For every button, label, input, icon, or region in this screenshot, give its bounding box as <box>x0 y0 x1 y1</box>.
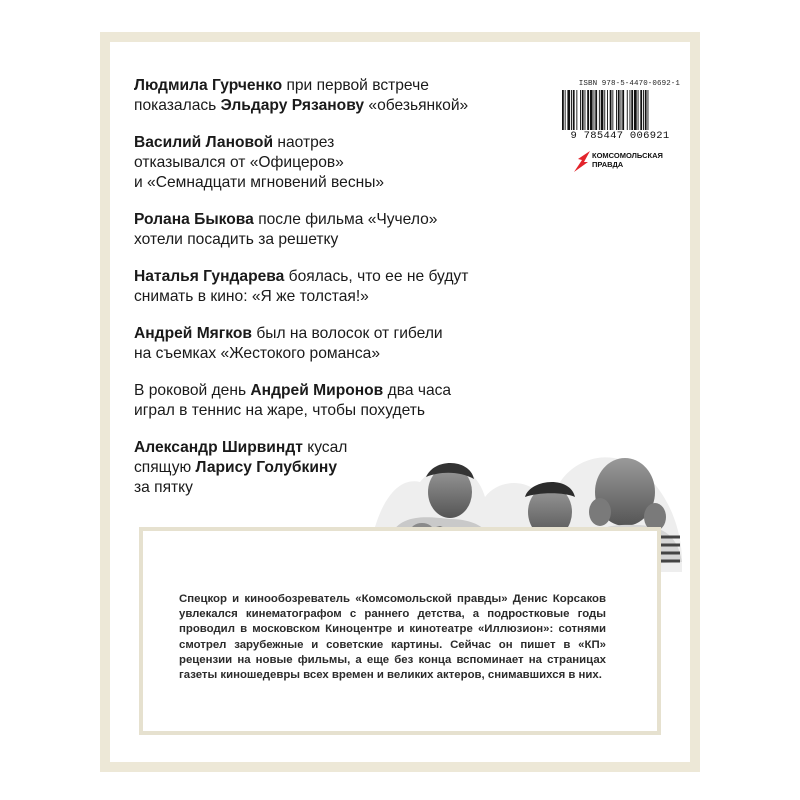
author-bio-frame <box>139 527 661 735</box>
fact-text: два часа играл в теннис на жаре, чтобы похудеть <box>134 382 452 419</box>
barcode-bar <box>640 90 642 130</box>
barcode-bar <box>582 90 584 130</box>
barcode-bar <box>612 90 613 130</box>
barcode-bar <box>638 90 639 130</box>
fact-name: Андрей Мягков <box>134 325 252 342</box>
fact-item <box>134 210 514 250</box>
fact-text: кусал спящую <box>134 439 348 476</box>
barcode-bar <box>622 90 624 130</box>
barcode-bar <box>573 90 575 130</box>
fact-name: Людмила Гурченко <box>134 77 283 94</box>
barcode-bar <box>630 90 631 130</box>
barcode-bar <box>616 90 617 130</box>
isbn-barcode <box>560 80 680 144</box>
barcode-bar <box>643 90 644 130</box>
barcode-bar <box>565 90 566 130</box>
kp-star-icon <box>572 148 592 174</box>
barcode-bar <box>618 90 620 130</box>
barcode-bar <box>599 90 600 130</box>
cover-inner-panel <box>110 42 690 762</box>
fact-text: наотрез отказывался от «Офицеров» и «Семнадцати мгновений весны» <box>134 134 385 191</box>
fact-name: Ролана Быкова <box>134 211 254 228</box>
fact-text: при первой встрече показалась <box>134 77 429 114</box>
fact-name: Андрей Миронов <box>250 382 384 399</box>
barcode-bar <box>571 90 572 130</box>
fact-item <box>134 133 514 193</box>
author-bio: Спецкор и кинообозреватель «Комсомольской правды» Денис Корсаков увлекался кинематографом с раннего детства, а подростковые годы проводил в московском Киноцентре и кинотеатре «Иллюзион»: сотнями смотрел зарубежные и советские картины. Сейчас он пишет в «КП» рецензии на новые фильмы, а еще без конца вспоминает на страницах газеты киношедевры всех времен и великих актеров, снимавшихся в них. <box>179 593 606 682</box>
barcode-bar <box>580 90 581 130</box>
publisher-logo <box>572 148 682 174</box>
barcode-bar <box>604 90 605 130</box>
barcode-bar <box>576 90 577 130</box>
book-back-cover <box>100 32 700 772</box>
barcode-bar <box>621 90 622 130</box>
barcode-bar <box>590 90 593 130</box>
fact-name: Василий Лановой <box>134 134 274 151</box>
fact-name: Эльдару Рязанову <box>220 97 365 114</box>
fact-text: был на волосок от гибели на съемках «Жестокого романса» <box>134 325 443 362</box>
fact-text: «обезьянкой» <box>364 97 469 114</box>
barcode-bar <box>645 90 647 130</box>
isbn-label: ISBN 978-5-4470-0692-1 <box>578 80 680 88</box>
barcode-bar <box>587 90 589 130</box>
barcode-bar <box>562 90 564 130</box>
fact-item <box>134 267 514 307</box>
fact-text: В роковой день <box>134 382 251 399</box>
fact-name: Наталья Гундарева <box>134 268 285 285</box>
fact-item <box>134 76 514 116</box>
barcode-bar <box>585 90 586 130</box>
barcode-bar <box>610 90 612 130</box>
publisher-logo-text: КОМСОМОЛЬСКАЯ ПРАВДА <box>592 151 663 169</box>
barcode-bar <box>627 90 628 130</box>
barcode-bar <box>634 90 637 130</box>
fact-name: Ларису Голубкину <box>195 459 337 476</box>
fact-text: после фильма «Чучело» хотели посадить за решетку <box>134 211 438 248</box>
barcode-bar <box>607 90 608 130</box>
fact-text: за пятку <box>134 479 193 496</box>
fact-text: боялась, что ее не будут снимать в кино: «Я же толстая!» <box>134 268 469 305</box>
barcode-bar <box>567 90 570 130</box>
barcode-bar <box>594 90 595 130</box>
barcode-bars <box>560 90 680 130</box>
fact-name: Александр Ширвиндт <box>134 439 303 456</box>
isbn-digits: 9 785447 006921 <box>570 130 670 142</box>
fact-item <box>134 381 514 421</box>
barcode-bar <box>595 90 597 130</box>
barcode-bar <box>631 90 633 130</box>
barcode-bar <box>648 90 649 130</box>
fact-item <box>134 324 514 364</box>
barcode-bar <box>601 90 604 130</box>
